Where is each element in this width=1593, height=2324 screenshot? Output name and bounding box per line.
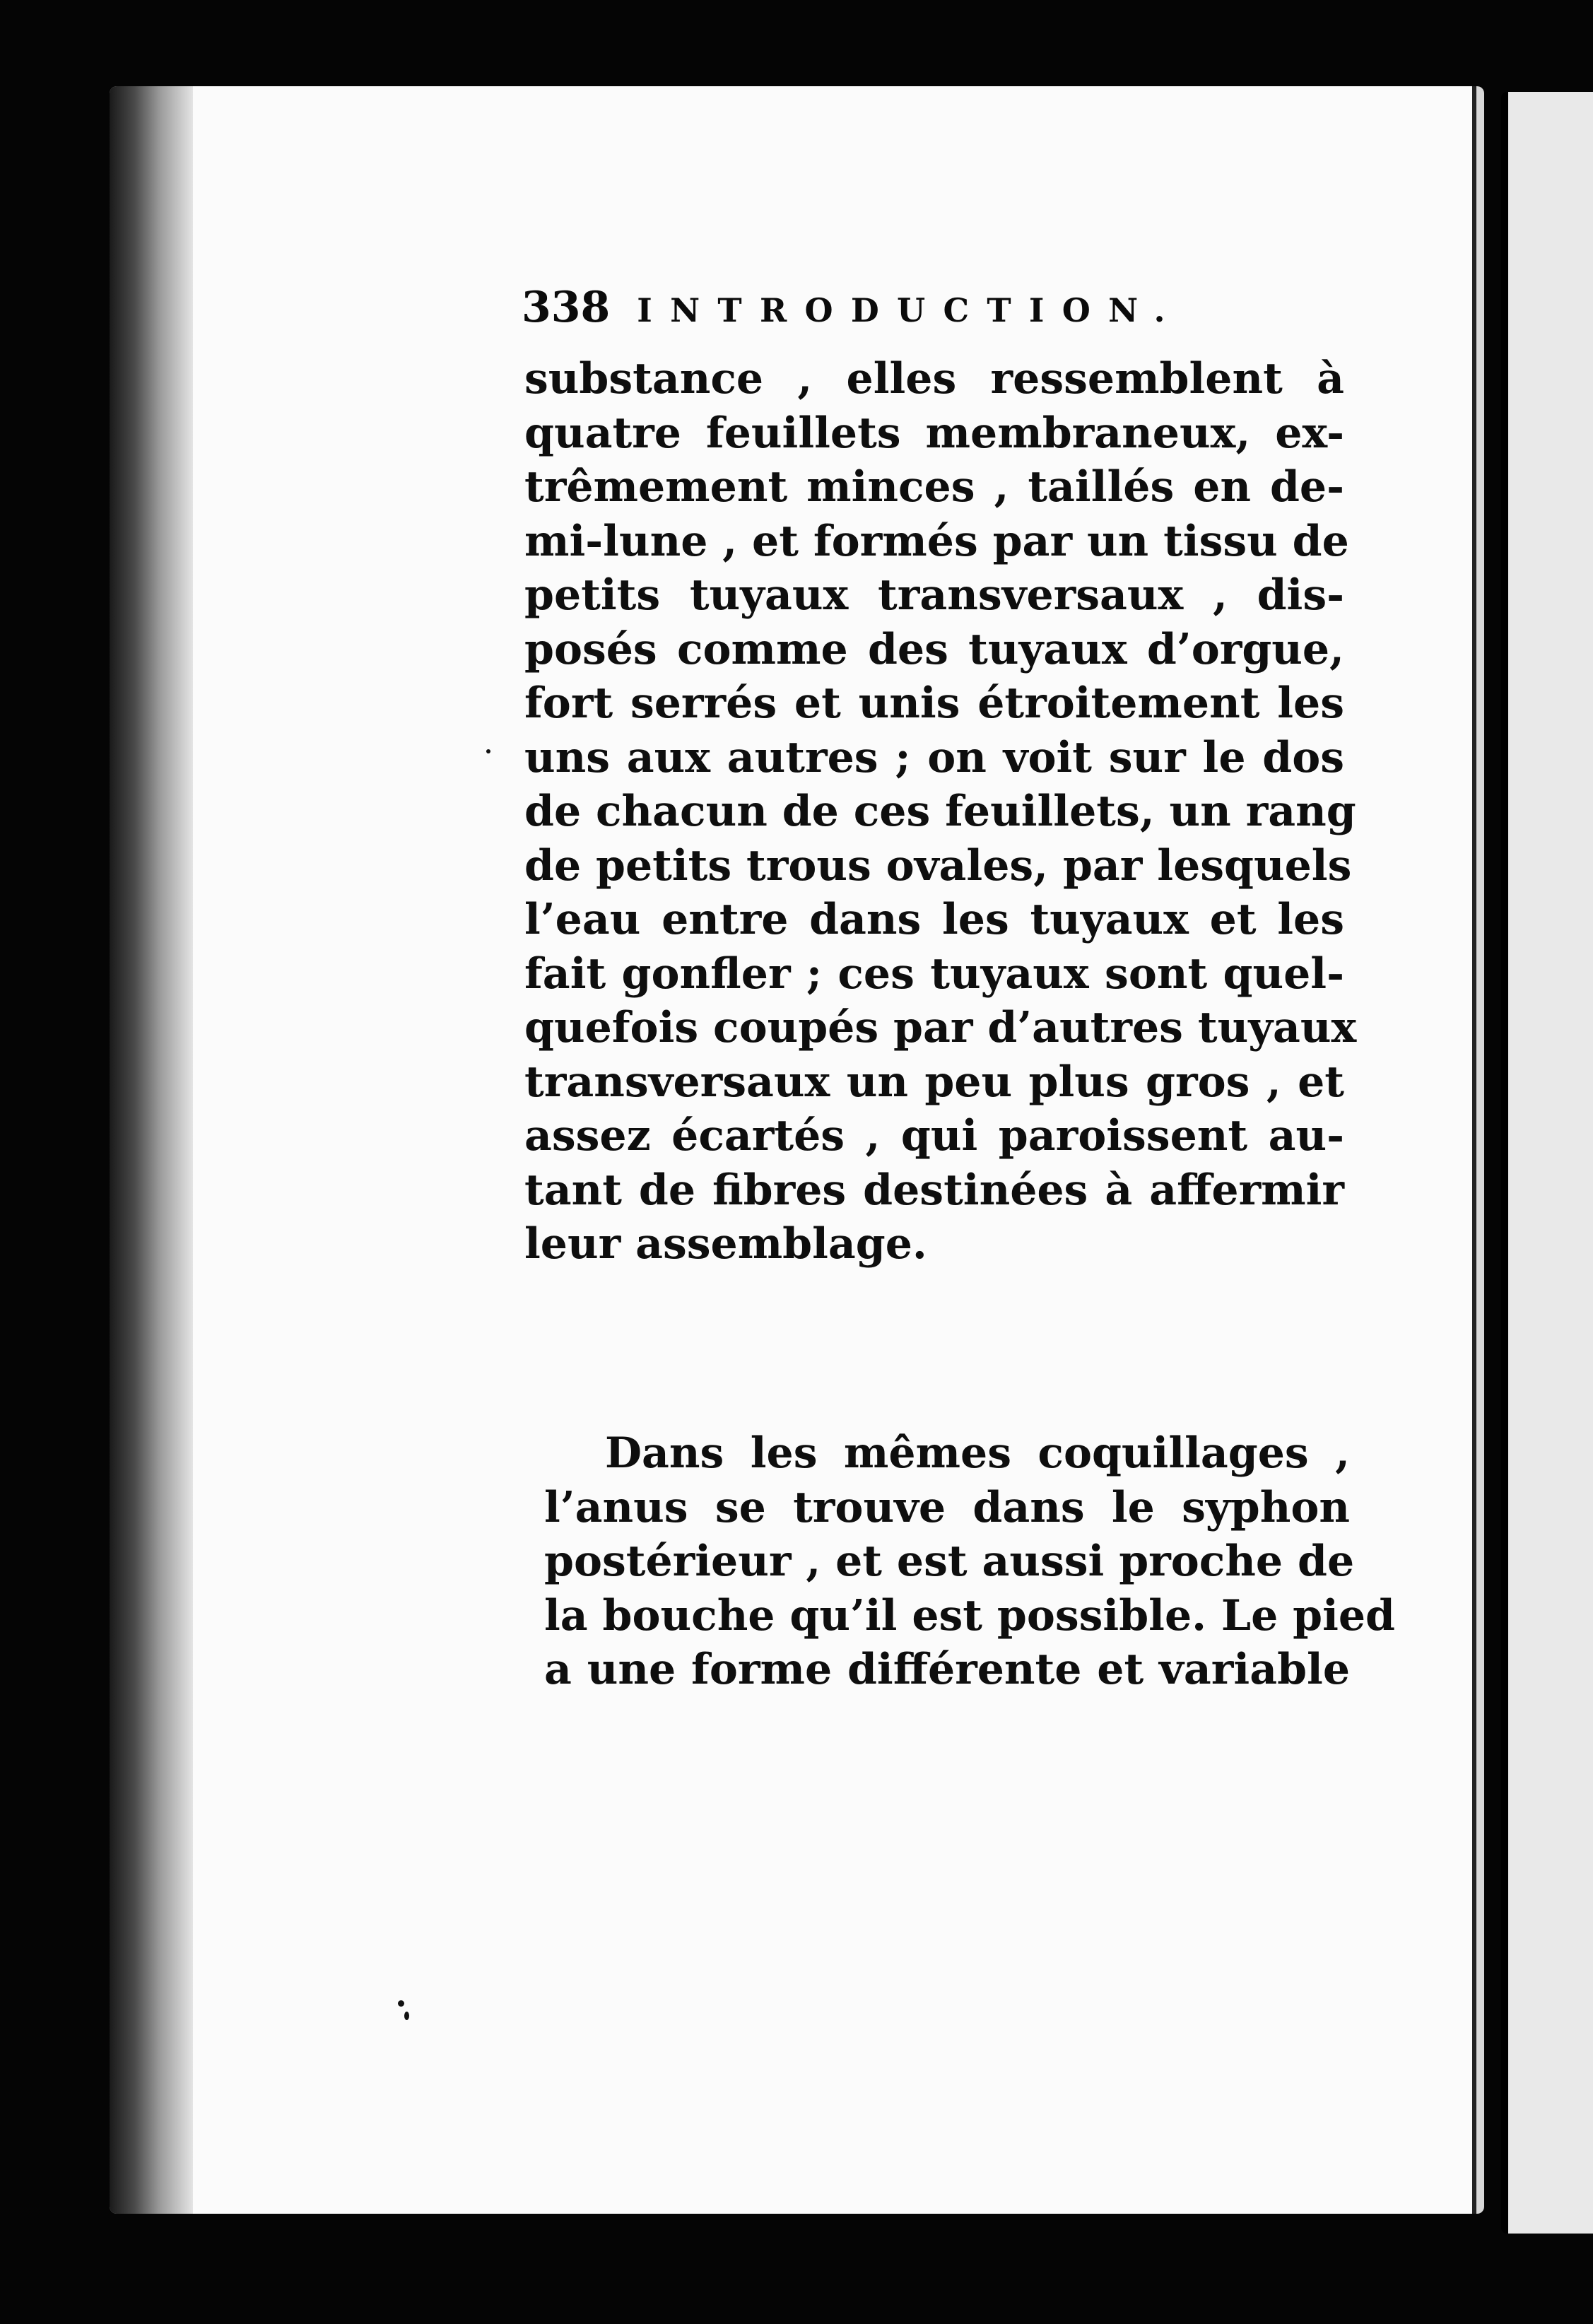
text-line: trêmement minces , taillés en de- [524,462,1344,512]
text-line: assez écartés , qui paroissent au- [524,1111,1344,1161]
paragraph-1 [524,352,1357,1272]
text-line: quefois coupés par d’autres tuyaux [524,1003,1357,1052]
text-line: a une forme différente et variable [544,1645,1350,1694]
text-line: uns aux autres ; on voit sur le dos [524,732,1344,782]
text-line: substance , elles ressemblent à [524,354,1344,404]
text-line: de chacun de ces feuillets, un rang [524,787,1356,836]
text-line: l’eau entre dans les tuyaux et les [524,895,1344,944]
text-line: transversaux un peu plus gros , et [524,1057,1344,1107]
adjacent-page-edge [1501,92,1593,2234]
text-line: fort serrés et unis étroitement les [524,679,1344,728]
page-number: 338 [522,283,611,332]
text-line: Dans les mêmes coquillages , [605,1428,1350,1478]
page-binding-shadow [110,86,193,2214]
text-line: petits tuyaux transversaux , dis- [524,570,1344,620]
text-line: mi-lune , et formés par un tissu de [524,516,1349,566]
text-line: de petits trous ovales, par lesquels [524,840,1352,891]
running-header [522,283,1183,332]
ink-speck [486,749,490,753]
text-line: quatre feuillets membraneux, ex- [524,408,1344,458]
text-line: fait gonfler ; ces tuyaux sont quel- [524,949,1344,999]
ink-speck [404,2012,409,2020]
text-line: posés comme des tuyaux d’orgue, [524,624,1344,674]
text-line: l’anus se trouve dans le syphon [544,1482,1350,1532]
running-title: INTRODUCTION. [637,291,1183,329]
text-line: tant de fibres destinées à affermir [524,1165,1344,1215]
text-line: postérieur , et est aussi proche de [544,1537,1355,1586]
text-line: la bouche qu’il est possible. Le pied [544,1590,1396,1641]
ink-speck [398,2000,404,2007]
paragraph-2 [544,1426,1396,1697]
text-line: leur assemblage. [524,1219,927,1269]
